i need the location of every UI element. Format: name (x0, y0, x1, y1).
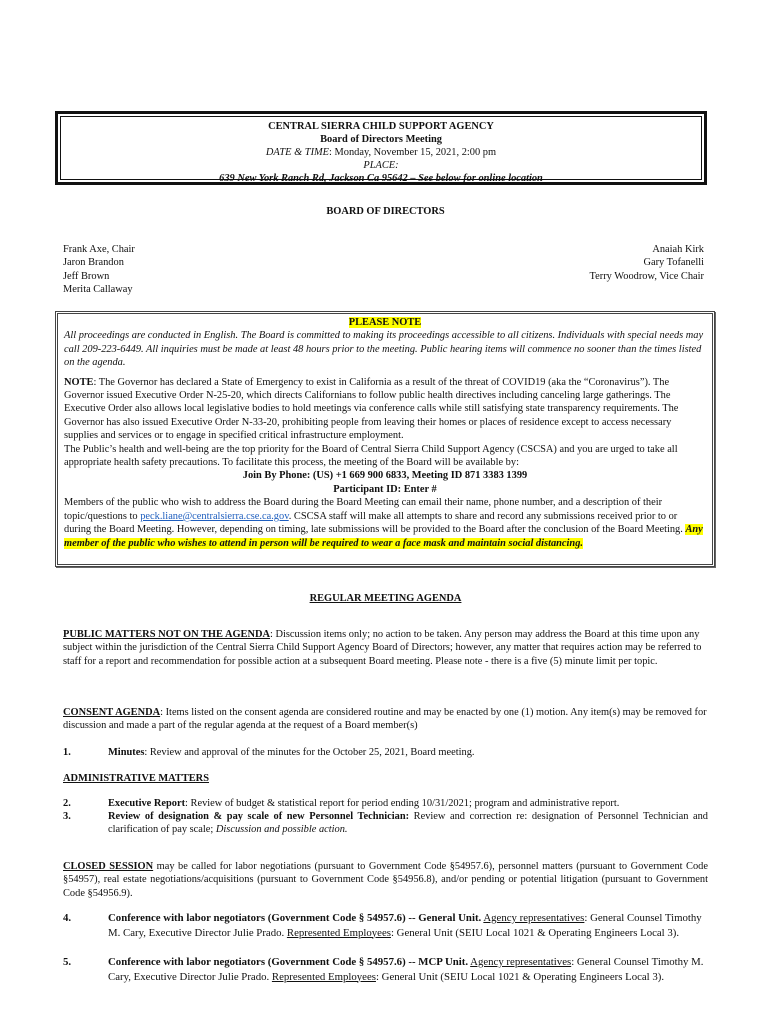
email-link[interactable]: peck.liane@centralsierra.cse.ca.gov (140, 510, 289, 522)
participant-line: Participant ID: Enter # (333, 483, 437, 495)
consent-text: : Items listed on the consent agenda are considered routine and may be enacted by one (1) motion. Any item(s) may be removed for discussion and made a part of the regular agenda at the request of a Board member(s) (63, 707, 707, 732)
board-member: Merita Callaway (63, 284, 133, 296)
closed-session-text: may be called for labor negotiations (pursuant to Government Code §54957.6), personnel matters (pursuant to Government Code §54957), real estate negotiations/acquisitions (pursuant to Government Code §54956.8), and/or pending or potential litigation (pursuant to Government Code §54956.9). (63, 861, 708, 899)
covid-note (64, 376, 706, 443)
emp-label: Represented Employees (271, 970, 376, 983)
item-text: : Review and approval of the minutes for the October 25, 2021, Board meeting. (144, 747, 475, 758)
agenda-item-5 (63, 955, 708, 984)
please-note-box (55, 311, 715, 567)
agency-name: CENTRAL SIERRA CHILD SUPPORT AGENCY (268, 121, 494, 132)
consent-agenda (63, 706, 708, 733)
please-note-title: PLEASE NOTE (348, 317, 422, 328)
item-title: Conference with labor negotiators (Government Code § 54957.6) -- MCP Unit. (108, 956, 469, 968)
board-member: Gary Tofanelli (643, 257, 704, 269)
item-number: 4. (63, 912, 72, 924)
rep-text: : General Counsel Timothy M. Cary, Executive Director Julie Prado. (108, 956, 704, 983)
agenda-title: REGULAR MEETING AGENDA (309, 593, 462, 604)
public-matters (63, 628, 708, 668)
place-value: 639 New York Ranch Rd, Jackson Ca 95642 – See below for online location (219, 173, 543, 184)
notice-intro: All proceedings are conducted in English. The Board is committed to making its proceedings accessible to all citizens. Individuals with special needs may call 209-223-6449. All inquiries must be made at least 48 hours prior to the meeting. Public hearing items will commence no sooner than the times listed on the agenda. (64, 330, 704, 369)
consent-label: CONSENT AGENDA (63, 707, 161, 718)
phone-line: Join By Phone: (US) +1 669 900 6833, Meeting ID 871 3383 1399 (242, 470, 528, 482)
members-text-2: . CSCSA staff will make all attempts to share and record any submissions received prior to or during the Board Meeting. However, depending on timing, late submissions will be provided to the Board after the conclusion of the Board Meeting. (64, 510, 686, 536)
board-member: Anaiah Kirk (652, 244, 704, 255)
item-number: 1. (63, 747, 71, 758)
board-member: Jeff Brown (63, 270, 110, 282)
emp-label: Represented Employees (286, 926, 391, 939)
health-text: The Public’s health and well-being are the top priority for the Board of Central Sierra Child Support Agency (CSCSA) and you are urged to take all appropriate health safety precautions. To facilitate this process, the meeting of the Board will be available by: (64, 443, 678, 469)
place-label: PLACE: (363, 160, 399, 171)
board-right-list (590, 243, 704, 283)
date-time (58, 146, 704, 159)
board-member: Frank Axe, Chair (63, 244, 135, 255)
closed-session (63, 860, 708, 900)
rep-label: Agency representatives (470, 956, 572, 968)
date-value: : Monday, November 15, 2021, 2:00 pm (329, 147, 497, 158)
board-member: Jaron Brandon (63, 257, 124, 269)
item-title: Minutes (108, 747, 145, 758)
public-matters-label: PUBLIC MATTERS NOT ON THE AGENDA (63, 629, 270, 640)
item-number: 3. (63, 811, 71, 822)
emp-text: : General Unit (SEIU Local 1021 & Operating Engineers Local 3). (375, 970, 665, 983)
item-title: Conference with labor negotiators (Government Code § 54957.6) -- General Unit. (108, 912, 482, 924)
emp-text: : General Unit (SEIU Local 1021 & Operating Engineers Local 3). (390, 926, 680, 939)
board-member: Terry Woodrow, Vice Chair (589, 270, 704, 282)
item-title: Executive Report (108, 798, 186, 809)
admin-matters-heading: ADMINISTRATIVE MATTERS (63, 773, 209, 784)
item-number: 2. (63, 798, 71, 809)
agenda-item-3 (63, 810, 708, 837)
item-action: Discussion and possible action. (215, 824, 348, 836)
rep-text: : General Counsel Timothy M. Cary, Executive Director Julie Prado. (108, 912, 702, 939)
date-label: DATE & TIME (265, 147, 330, 158)
members-text-1: Members of the public who wish to address the Board during the Board Meeting can email their name, phone number, and a description of their topic/questions to (64, 497, 663, 522)
item-text: : Review of budget & statistical report for period ending 10/31/2021; program and administrative report. (185, 798, 620, 809)
rep-label: Agency representatives (483, 912, 585, 924)
meeting-title: Board of Directors Meeting (320, 134, 442, 145)
item-text: Review and correction re: designation of Personnel Technician and clarification of pay scale; (108, 811, 708, 836)
agenda-item-4 (63, 911, 708, 940)
closed-session-label: CLOSED SESSION (63, 861, 154, 872)
members-text (64, 496, 706, 550)
note-label: NOTE (64, 376, 94, 388)
board-left-list (63, 243, 135, 297)
note-text: : The Governor has declared a State of Emergency to exist in California as a result of the threat of COVID19 (aka the “Coronavirus”). The Governor issued Executive Order N-25-20, which directs Californians to follow public health directives including canceling large gatherings. The Executive Order also allows local legislative bodies to hold meetings via conference calls while still satisfying state transparency requirements. The Governor has also issued Executive Order N-33-20, prohibiting people from leaving their homes or places of residence except to access necessary supplies and services or to engage in specified critical infrastructure employment. (64, 376, 679, 442)
agenda-item-2 (63, 797, 708, 810)
agenda-item-1 (63, 746, 708, 759)
item-number: 5. (63, 956, 72, 968)
header-box (55, 111, 707, 185)
board-title: BOARD OF DIRECTORS (326, 206, 445, 217)
item-title: Review of designation & pay scale of new Personnel Technician: (108, 811, 410, 822)
mask-requirement: Any member of the public who wishes to attend in person will be required to wear a face mask and maintain social distancing. (64, 524, 703, 549)
public-matters-text: : Discussion items only; no action to be taken. Any person may address the Board at this time upon any subject within the jurisdiction of the Central Sierra Child Support Agency Board of Directors; however, any matter that requires action may be referred to staff for a report and recommendation for possible action at a subsequent Board meeting. Please note - there is a five (5) minute limit per topic. (63, 629, 702, 667)
